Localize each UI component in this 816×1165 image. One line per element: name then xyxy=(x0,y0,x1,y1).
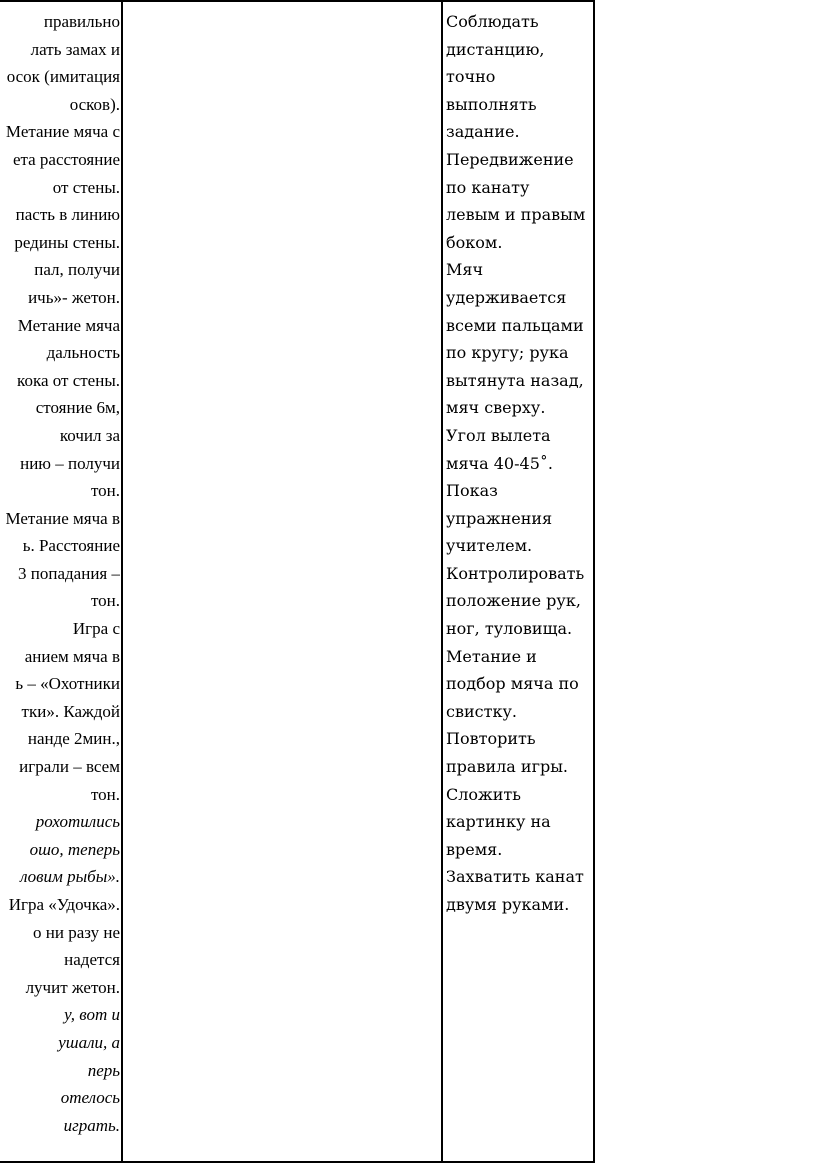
text-line: Показ xyxy=(446,481,498,501)
text-line: ловим рыбы». xyxy=(20,867,120,887)
text-line: тон. xyxy=(90,481,120,501)
text-line: дистанцию, xyxy=(446,39,545,59)
text-line: осков). xyxy=(69,94,120,114)
text-line: анием мяча в xyxy=(24,646,120,666)
left-cell-text xyxy=(0,0,120,1139)
text-line: ушали, а xyxy=(58,1032,120,1052)
text-line: о ни разу не xyxy=(33,922,120,942)
text-line: Угол вылета xyxy=(446,425,551,445)
text-line: осок (имитация xyxy=(6,67,120,87)
text-line: правила игры. xyxy=(446,757,569,777)
text-line: пал, получи xyxy=(34,260,120,280)
text-line: тки». Каждой xyxy=(21,701,120,721)
text-line: тон. xyxy=(90,591,120,611)
text-line: Метание мяча xyxy=(17,315,120,335)
text-line: редины стены. xyxy=(14,232,120,252)
text-line: тон. xyxy=(90,784,120,804)
text-line: играли – всем xyxy=(19,757,120,777)
text-line: удерживается xyxy=(446,287,567,307)
text-line: нанде 2мин., xyxy=(27,729,120,749)
text-line: дальность xyxy=(46,343,120,363)
text-line: перь xyxy=(87,1060,120,1080)
text-line: время. xyxy=(446,839,503,859)
text-line: надется xyxy=(64,950,120,970)
text-line: играть. xyxy=(63,1115,120,1135)
text-line: пасть в линию xyxy=(15,205,120,225)
text-line: учителем. xyxy=(446,536,533,556)
text-line: Сложить xyxy=(446,784,521,804)
text-line: 3 попадания – xyxy=(18,563,120,583)
text-line: Мяч xyxy=(446,260,484,280)
table-bottom-border xyxy=(0,1161,595,1163)
text-line: Контролировать xyxy=(446,563,585,583)
text-line: Метание мяча с xyxy=(5,122,120,142)
text-line: правильно xyxy=(43,12,120,31)
text-line: ь – «Охотники xyxy=(15,674,120,694)
text-line: точно xyxy=(446,67,496,87)
text-line: Повторить xyxy=(446,729,536,749)
text-line: мяча 40-45˚. xyxy=(446,453,553,473)
table-cell-middle xyxy=(123,0,441,1161)
text-line: всеми пальцами xyxy=(446,315,584,335)
text-line: Игра «Удочка». xyxy=(8,895,120,914)
text-line: стояние 6м, xyxy=(35,398,120,418)
text-line: Метание мяча в xyxy=(5,508,120,528)
text-line: свистку. xyxy=(446,701,517,721)
text-line: задание. xyxy=(446,122,520,142)
text-line: двумя руками. xyxy=(446,895,570,914)
text-line: левым и правым xyxy=(446,205,586,225)
text-line: ичь»- жетон. xyxy=(28,287,120,307)
text-line: у, вот и xyxy=(64,1005,120,1025)
text-line: Метание и xyxy=(446,646,537,666)
text-line: рохотились xyxy=(35,812,120,832)
text-line: Передвижение xyxy=(446,149,574,169)
column-divider-middle xyxy=(441,0,443,1163)
table-cell-left xyxy=(0,0,120,1139)
text-line: кочил за xyxy=(59,425,120,445)
text-line: ног, туловища. xyxy=(446,619,573,639)
text-line: подбор мяча по xyxy=(446,674,579,694)
text-line: Игра с xyxy=(72,619,120,639)
text-line: нию – получи xyxy=(20,453,120,473)
text-line: кока от стены. xyxy=(17,370,120,390)
text-line: Соблюдать xyxy=(446,12,539,31)
text-line: мяч сверху. xyxy=(446,398,546,418)
text-line: выполнять xyxy=(446,94,537,114)
text-line: упражнения xyxy=(446,508,553,528)
text-line: ошо, теперь xyxy=(29,839,120,859)
text-line: Захватить канат xyxy=(446,867,584,887)
text-line: по кругу; рука xyxy=(446,343,569,363)
text-line: отелось xyxy=(60,1088,120,1108)
text-line: картинку на xyxy=(446,812,551,832)
text-line: лучит жетон. xyxy=(25,977,120,997)
right-cell-text xyxy=(446,0,596,919)
table-cell-right xyxy=(446,0,596,919)
text-line: вытянута назад, xyxy=(446,370,584,390)
text-line: по канату xyxy=(446,177,530,197)
text-line: ь. Расстояние xyxy=(22,536,120,556)
text-line: от стены. xyxy=(52,177,120,197)
text-line: положение рук, xyxy=(446,591,581,611)
text-line: боком. xyxy=(446,232,503,252)
text-line: лать замах и xyxy=(30,39,120,59)
text-line: ета расстояние xyxy=(12,149,120,169)
